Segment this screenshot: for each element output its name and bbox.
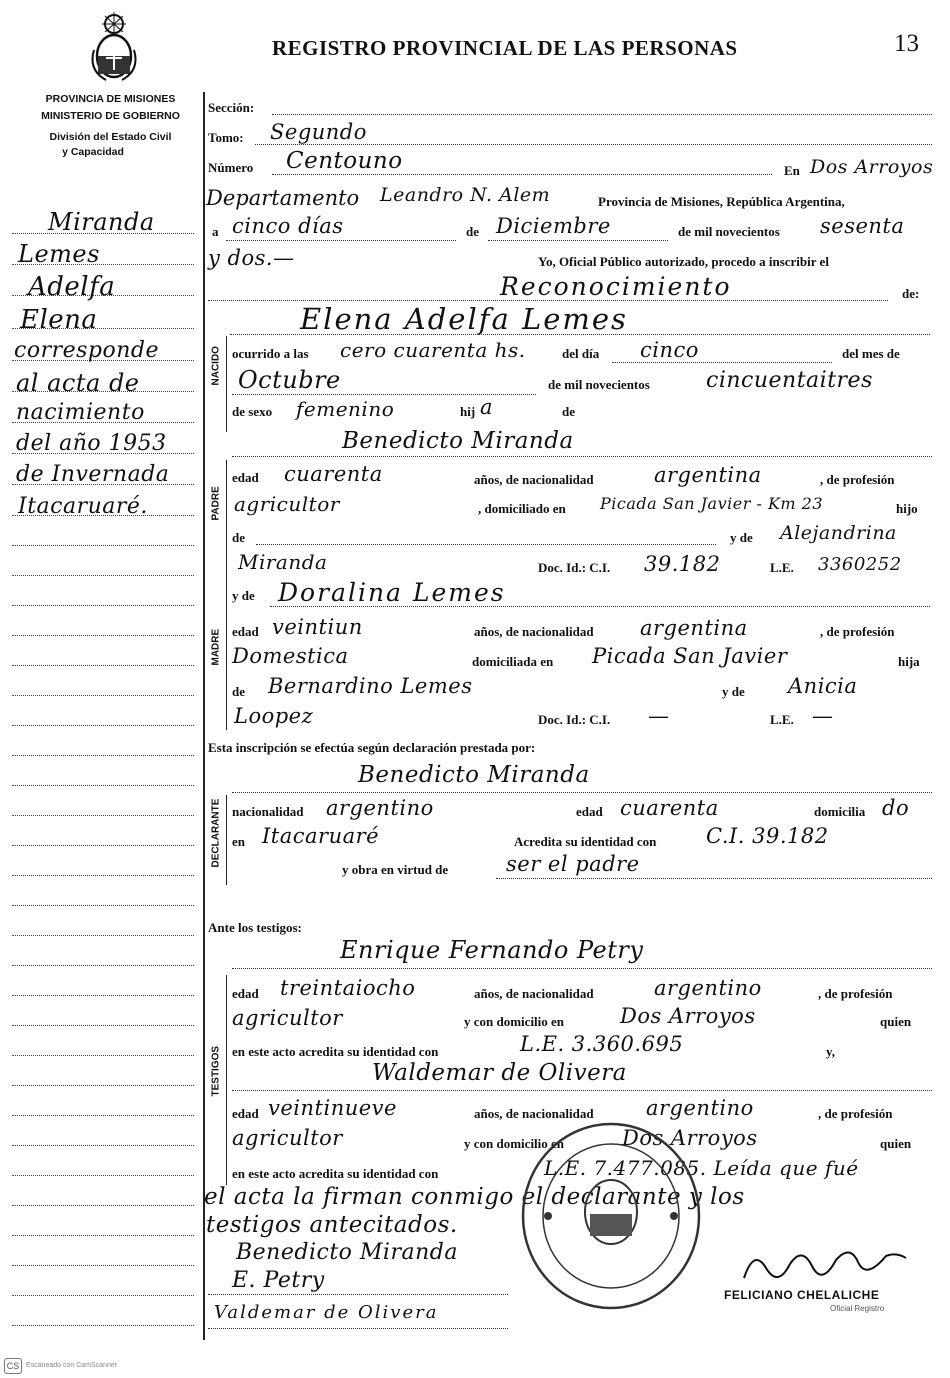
side-label-declarante: DECLARANTE — [210, 798, 222, 868]
value-nombre: Elena Adelfa Lemes — [300, 302, 628, 336]
value-t1-prof: agricultor — [232, 1006, 343, 1030]
section-divider-madre — [226, 590, 227, 730]
value-declarante-nombre: Benedicto Miranda — [358, 762, 590, 788]
label-sexo: de sexo — [232, 404, 273, 419]
label-de-colon: de: — [902, 286, 920, 301]
margin-note-2: Lemes — [18, 240, 100, 268]
label-decl-obra: y obra en virtud de — [342, 862, 449, 877]
value-en: Dos Arroyos — [810, 156, 934, 178]
value-hij: a — [480, 395, 494, 419]
value-t1-edad: treintaiocho — [280, 976, 416, 1000]
value-decl-en: Itacaruaré — [262, 824, 380, 848]
value-madre-le: — — [812, 704, 834, 728]
label-tomo: Tomo: — [208, 130, 244, 145]
label-de-2: de — [562, 404, 575, 419]
value-padre-nac: argentina — [654, 463, 762, 487]
main-divider — [203, 92, 205, 1340]
label-padre-de: de — [232, 530, 245, 545]
coat-of-arms-icon — [86, 10, 142, 84]
label-padre-le: L.E. — [770, 560, 794, 575]
value-t1-dom: Dos Arroyos — [620, 1004, 756, 1028]
section-divider-testigos — [226, 975, 227, 1185]
label-decl-domicilia: domicilia — [814, 804, 866, 819]
label-t1-edad: edad — [232, 986, 259, 1001]
label-t2-quien: quien — [880, 1136, 912, 1151]
label-madre-profesion: , de profesión — [820, 624, 895, 639]
margin-note-8: del año 1953 — [16, 431, 167, 456]
value-madre-edad: veintiun — [272, 615, 363, 639]
label-madre-de: de — [232, 684, 245, 699]
value-numero: Centouno — [286, 148, 403, 174]
label-madre-edad: edad — [232, 624, 259, 639]
label-yo: Yo, Oficial Público autorizado, procedo a inscribir el — [538, 254, 829, 269]
margin-note-6: al acta de — [16, 369, 140, 397]
label-t2-profesion: , de profesión — [818, 1106, 893, 1121]
label-t1-y: y, — [826, 1044, 836, 1059]
line-signature-2 — [208, 1294, 508, 1295]
value-padre-edad: cuarenta — [284, 462, 383, 486]
line-dia — [226, 240, 456, 241]
label-t1-anios: años, de nacionalidad — [474, 986, 594, 1001]
section-divider-nacido — [226, 336, 227, 432]
section-divider-declarante — [226, 795, 227, 885]
side-label-madre: MADRE — [210, 628, 222, 666]
label-t1-profesion: , de profesión — [818, 986, 893, 1001]
label-madre-anios: años, de nacionalidad — [474, 624, 594, 639]
scanner-watermark: Escaneado con CamScanner — [26, 1362, 118, 1369]
label-t2-acredita: en este acto acredita su identidad con — [232, 1166, 439, 1181]
margin-note-9: de Invernada — [16, 462, 170, 487]
label-madre-doc: Doc. Id.: C.I. — [538, 712, 611, 727]
line-declarante — [232, 792, 932, 793]
label-padre-anios: años, de nacionalidad — [474, 472, 594, 487]
section-divider-padre — [226, 460, 227, 590]
label-provincia: Provincia de Misiones, República Argentina, — [598, 194, 845, 209]
label-t2-domicilio: y con domicilio en — [464, 1136, 565, 1151]
label-padre-y-de: y de — [730, 530, 753, 545]
value-madre-nac: argentina — [640, 616, 748, 640]
value-padre-madre: Alejandrina — [780, 522, 897, 544]
side-label-padre: PADRE — [210, 486, 222, 521]
value-madre-nombre: Doralina Lemes — [278, 578, 506, 607]
value-padre-nombre: Benedicto Miranda — [342, 428, 574, 454]
label-madre-y-de-2: y de — [722, 684, 745, 699]
value-madre-ci: — — [648, 704, 670, 728]
official-title: Oficial Registro — [830, 1304, 885, 1313]
value-t2-nombre: Waldemar de Olivera — [372, 1060, 627, 1086]
value-mes-nac: Octubre — [238, 366, 341, 394]
value-madre-madre: Anicia — [788, 674, 858, 698]
camscanner-badge — [4, 1358, 22, 1374]
label-t1-quien: quien — [880, 1014, 912, 1029]
value-dia: cinco días — [232, 214, 344, 238]
label-t2-anios: años, de nacionalidad — [474, 1106, 594, 1121]
value-tomo: Segundo — [270, 120, 367, 144]
value-madre-dom: Picada San Javier — [592, 644, 788, 668]
registry-seal-stamp — [518, 1118, 704, 1314]
label-ocurrido: ocurrido a las — [232, 346, 309, 361]
margin-note-7: nacimiento — [16, 400, 145, 425]
line-numero — [272, 174, 772, 175]
label-padre-profesion: , de profesión — [820, 472, 895, 487]
value-padre-prof: agricultor — [234, 492, 340, 516]
margin-note-3: Adelfa — [28, 272, 116, 302]
value-madre-madre-2: Loopez — [234, 704, 314, 728]
value-sexo: femenino — [296, 397, 395, 421]
value-padre-le: 3360252 — [818, 554, 902, 575]
value-padre-ci: 39.182 — [644, 552, 721, 576]
value-closing-2: testigos antecitados. — [206, 1212, 458, 1238]
value-padre-madre-2: Miranda — [238, 550, 328, 574]
margin-note-4: Elena — [20, 305, 98, 335]
label-decl-en: en — [232, 834, 245, 849]
value-madre-prof: Domestica — [232, 644, 349, 668]
label-a: a — [212, 224, 219, 239]
side-label-testigos: TESTIGOS — [210, 1045, 222, 1097]
label-padre-dom: , domiciliado en — [478, 501, 566, 516]
label-decl-nacionalidad: nacionalidad — [232, 804, 304, 819]
org-line-3: División del Estado Civil — [49, 131, 172, 143]
label-de-mil-nov: de mil novecientos — [678, 224, 780, 239]
label-seccion: Sección: — [208, 100, 255, 115]
label-hija: hija — [898, 654, 920, 669]
line-inscribe — [208, 300, 888, 301]
page-title: REGISTRO PROVINCIAL DE LAS PERSONAS — [272, 36, 738, 60]
label-t2-edad: edad — [232, 1106, 259, 1121]
line-madre-nombre — [270, 606, 930, 607]
label-numero: Número — [208, 160, 254, 175]
value-closing-1: el acta la firman conmigo el declarante y los — [204, 1184, 745, 1210]
line-mes — [488, 240, 668, 241]
label-madre-le: L.E. — [770, 712, 794, 727]
value-decl-id: C.I. 39.182 — [706, 824, 829, 848]
value-t1-nac: argentino — [654, 976, 762, 1000]
line-padre-de — [256, 544, 716, 545]
value-anio-nac: cincuentaitres — [706, 368, 873, 393]
line-padre-nombre — [232, 456, 932, 457]
label-t1-acredita: en este acto acredita su identidad con — [232, 1044, 439, 1059]
value-hora: cero cuarenta hs. — [340, 338, 526, 362]
value-t2-nac: argentino — [646, 1096, 754, 1120]
signature-testigo-2: Valdemar de Olivera — [214, 1302, 439, 1323]
label-del-mes: del mes de — [842, 346, 900, 361]
label-ante-testigos: Ante los testigos: — [208, 920, 302, 935]
value-t1-id: L.E. 3.360.695 — [520, 1032, 684, 1056]
value-t2-edad: veintinueve — [268, 1096, 397, 1120]
label-padre-edad: edad — [232, 470, 259, 485]
value-decl-obra: ser el padre — [506, 852, 640, 876]
value-t2-dom: Dos Arroyos — [622, 1126, 758, 1150]
org-line-4: y Capacidad — [62, 146, 124, 158]
org-line-2: MINISTERIO DE GOBIERNO — [41, 110, 180, 122]
value-madre-padre: Bernardino Lemes — [268, 674, 473, 698]
signature-testigo-1: E. Petry — [232, 1268, 325, 1293]
label-madre-y-de: y de — [232, 588, 255, 603]
value-t1-nombre: Enrique Fernando Petry — [340, 936, 644, 964]
label-de-mil-nov-2: de mil novecientos — [548, 377, 650, 392]
official-name: FELICIANO CHELALICHE — [724, 1288, 880, 1302]
label-del-dia: del día — [562, 346, 600, 361]
label-de-1: de — [466, 224, 479, 239]
org-line-1: PROVINCIA DE MISIONES — [45, 93, 176, 105]
line-tomo — [255, 144, 932, 145]
signature-declarante: Benedicto Miranda — [236, 1240, 458, 1265]
label-madre-dom: domiciliada en — [472, 654, 554, 669]
value-t2-id: L.E. 7.477.085. Leída que fué — [544, 1156, 859, 1180]
line-nombre — [230, 334, 930, 335]
line-dia-nac — [612, 362, 832, 363]
value-padre-dom: Picada San Javier - Km 23 — [600, 494, 824, 513]
label-departamento: Departamento — [206, 186, 360, 210]
line-t2-nombre — [232, 1090, 932, 1091]
page-number: 13 — [894, 30, 919, 57]
label-en: En — [784, 163, 800, 178]
margin-note-1: Miranda — [48, 208, 155, 236]
value-decl-dom-suffix: do — [882, 796, 910, 820]
label-padre-doc: Doc. Id.: C.I. — [538, 560, 611, 575]
margin-note-10: Itacaruaré. — [18, 494, 148, 519]
line-signature-3 — [208, 1328, 508, 1329]
value-decl-edad: cuarenta — [620, 796, 719, 820]
line-t1-nombre — [232, 968, 932, 969]
value-anio: sesenta — [820, 214, 905, 238]
value-decl-nac: argentino — [326, 796, 434, 820]
line-decl-obra — [496, 878, 932, 879]
value-inscribe: Reconocimiento — [500, 272, 732, 301]
value-mes: Diciembre — [496, 214, 611, 238]
value-anio-2: y dos.— — [208, 246, 295, 270]
label-esta-inscripcion: Esta inscripción se efectúa según declaración prestada por: — [208, 740, 536, 755]
camscanner-badge-text: CS — [6, 1361, 20, 1371]
value-dia-nac: cinco — [640, 338, 699, 362]
label-t1-domicilio: y con domicilio en — [464, 1014, 565, 1029]
label-decl-acredita: Acredita su identidad con — [514, 834, 657, 849]
side-label-nacido: NACIDO — [210, 346, 222, 386]
label-decl-edad: edad — [576, 804, 603, 819]
label-hij: hij — [460, 404, 476, 419]
value-departamento: Leandro N. Alem — [380, 184, 551, 206]
official-signature-icon — [740, 1238, 910, 1288]
value-t2-prof: agricultor — [232, 1126, 343, 1150]
line-seccion — [272, 114, 932, 115]
margin-note-5: corresponde — [14, 338, 160, 363]
label-hijo: hijo — [896, 501, 918, 516]
